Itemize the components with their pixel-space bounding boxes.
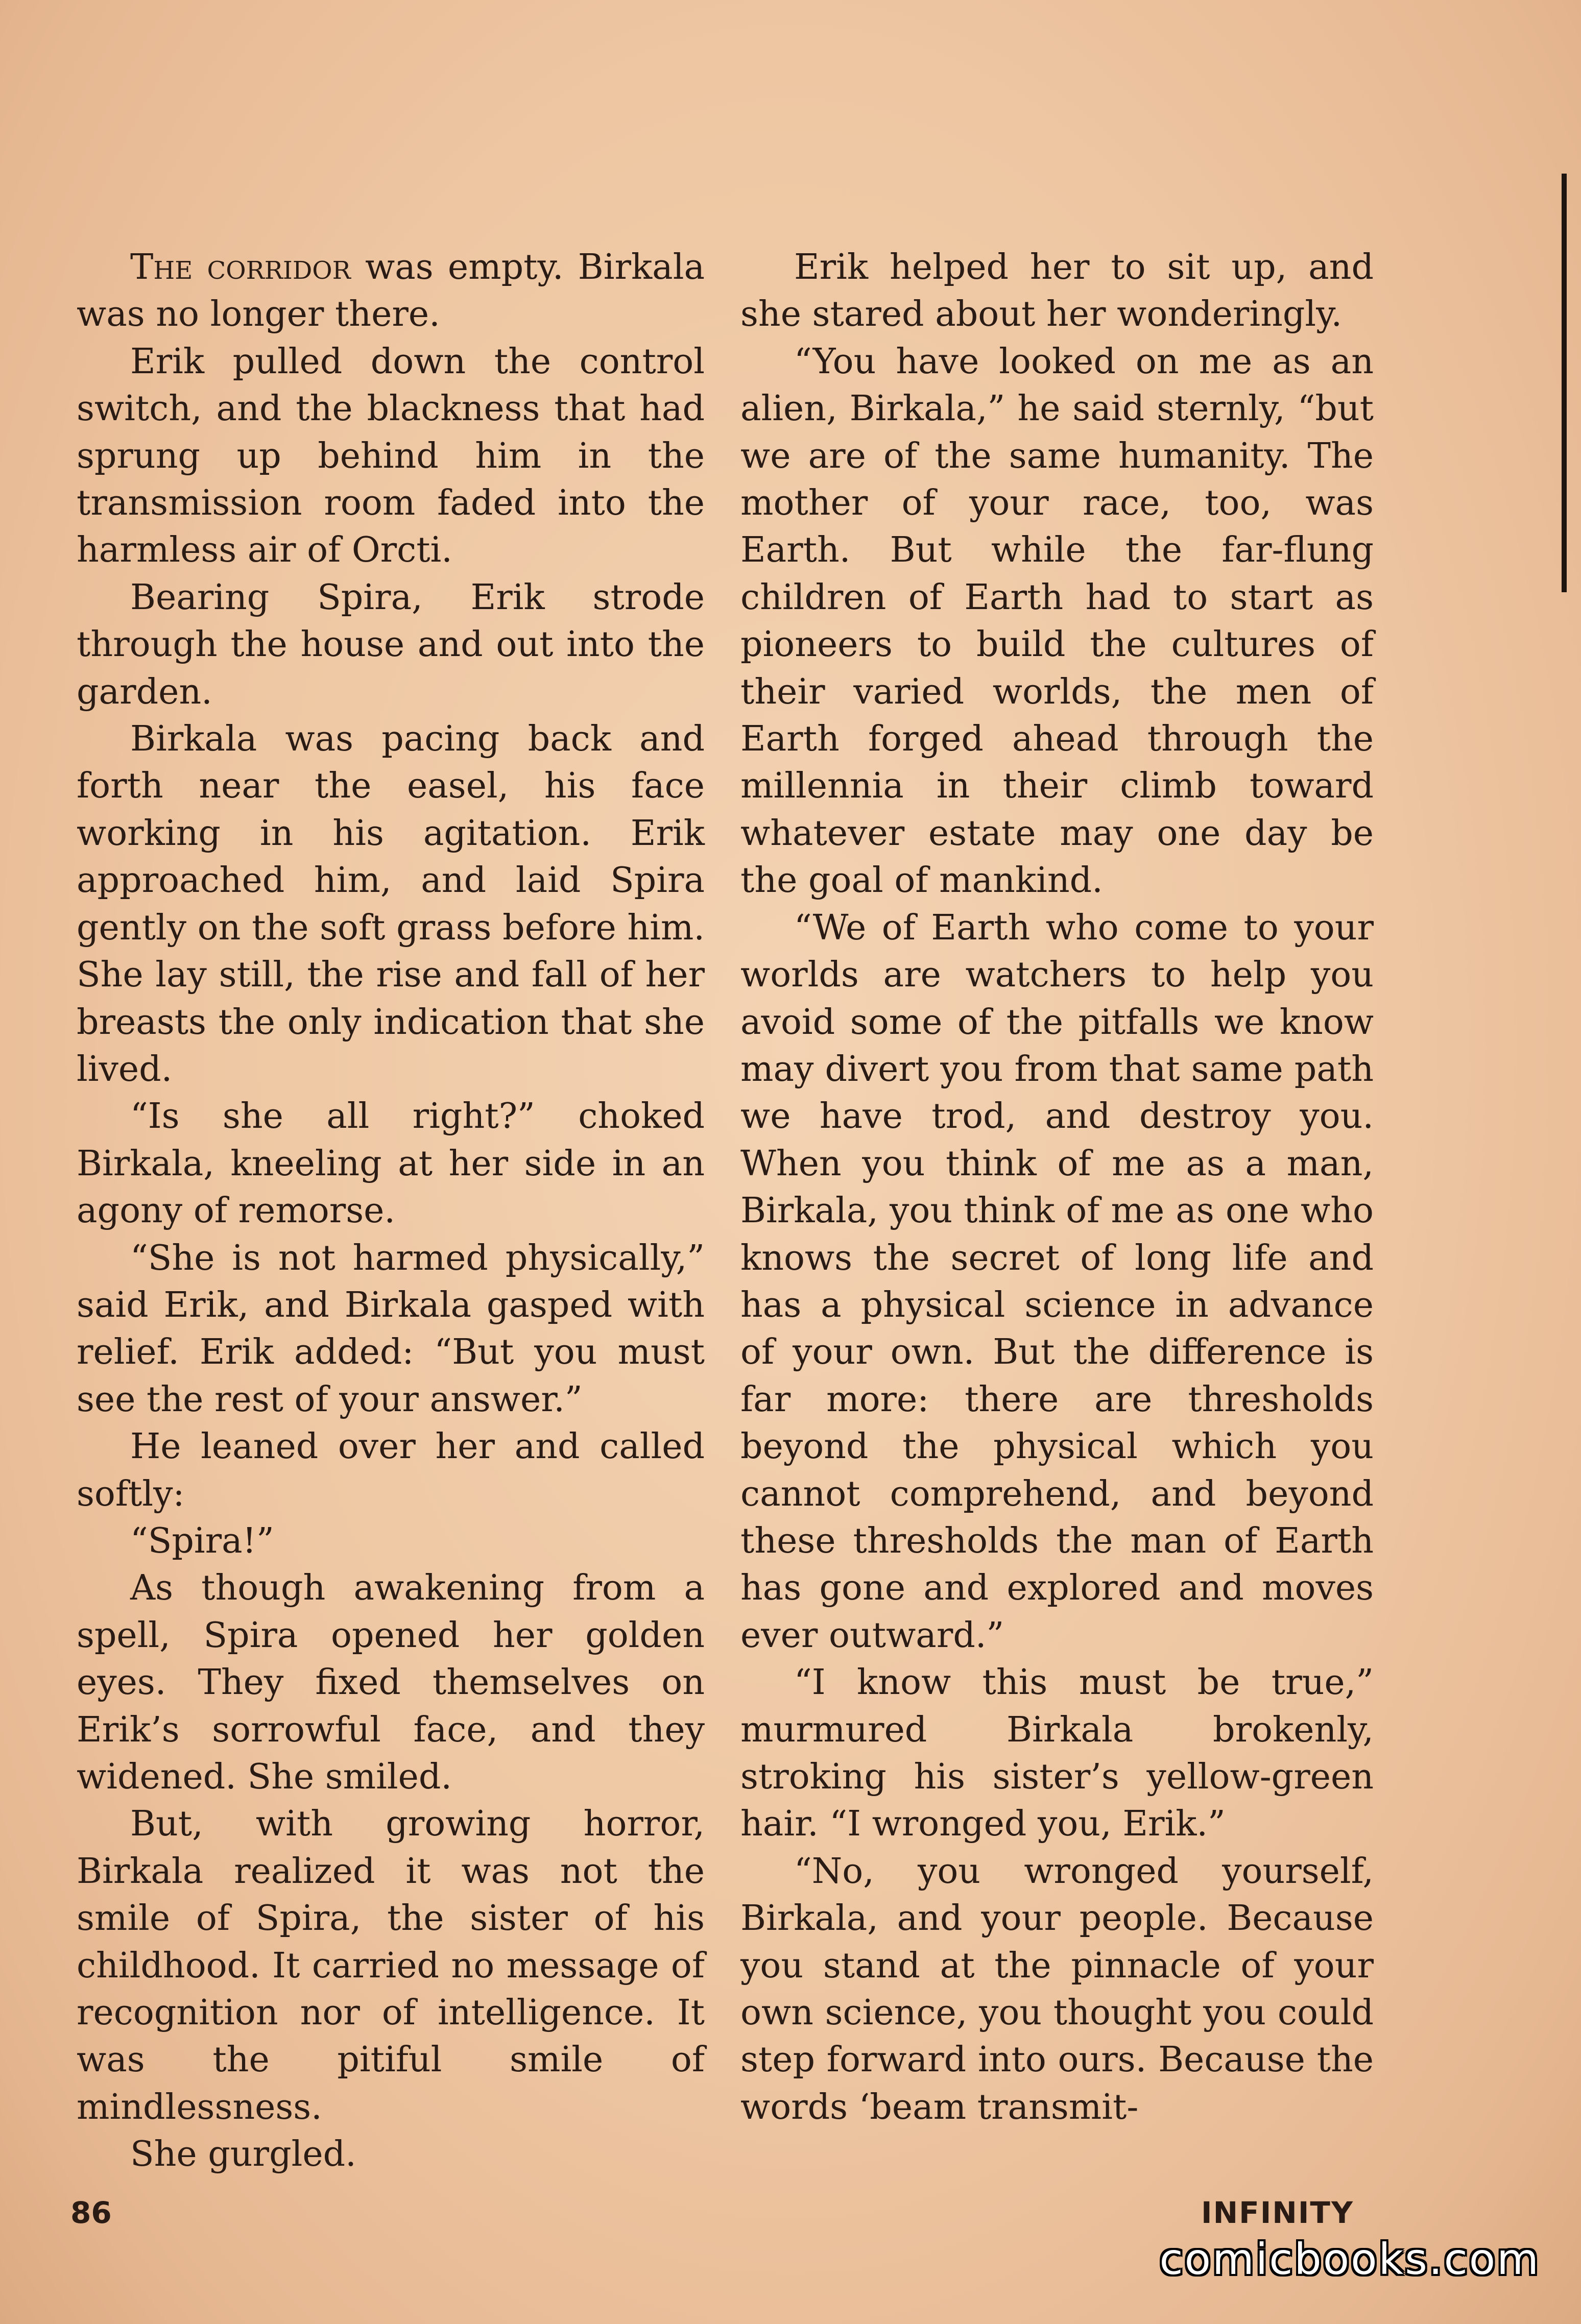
paragraph: “Spira!” [130, 1520, 274, 1561]
lead-small-caps: The corridor [130, 247, 351, 287]
binding-edge-mark [1562, 174, 1567, 592]
watermark: comicbooks.com [1159, 2234, 1540, 2284]
paragraph: Erik pulled down the control switch, and the blackness that had sprung up behind him in the transmission room faded into the harmless air of Orcti. [77, 341, 705, 571]
paragraph: “Is she all right?” choked Birkala, kneeling at her side in an agony of remorse. [77, 1096, 705, 1231]
paragraph: “I know this must be true,” murmured Birkala brokenly, stroking his sister’s yellow-green hair. “I wronged you, Erik.” [740, 1662, 1374, 1845]
paragraph: The corridor was empty. Birkala was no longer there. [77, 247, 705, 335]
paragraph: “You have looked on me as an alien, Birkala,” he said sternly, “but we are of the same humanity. The mother of your race, too, was Earth. But while the far-flung children of Earth had to start as pioneers to build the cultures of their varied worlds, the men of Earth forged ahead through the millennia in their climb toward whatever estate may one day be the goal of mankind. [740, 341, 1374, 901]
paragraph: “No, you wronged yourself, Birkala, and your people. Because you stand at the pinnacle of your own science, you thought you could step forward into ours. Because the words ‘beam transmit- [740, 1851, 1374, 2127]
paragraph: “She is not harmed physically,” said Erik, and Birkala gasped with relief. Erik added: “But you must see the rest of your answer.” [77, 1238, 705, 1420]
left-text-column [77, 244, 705, 2178]
paragraph: But, with growing horror, Birkala realized it was not the smile of Spira, the sister of his childhood. It carried no message of recognition nor of intelligence. It was the pitiful smile of mindlessness. [77, 1804, 705, 2127]
paragraph: Erik helped her to sit up, and she stared about her wonderingly. [740, 247, 1374, 335]
page-number: 86 [70, 2195, 112, 2230]
magazine-title: INFINITY [1201, 2195, 1354, 2230]
paragraph: He leaned over her and called softly: [77, 1426, 705, 1514]
paragraph: She gurgled. [130, 2134, 356, 2175]
paragraph: Birkala was pacing back and forth near the easel, his face working in his agitation. Erik approached him, and laid Spira gently on the soft grass before him. She lay still, the rise and fall of her breasts the only indication that she lived. [77, 719, 705, 1090]
paragraph: Bearing Spira, Erik strode through the house and out into the garden. [77, 577, 705, 712]
paragraph: “We of Earth who come to your worlds are watchers to help you avoid some of the pitfalls we know may divert you from that same path we have trod, and destroy you. When you think of me as a man, Birkala, you think of me as one who knows the secret of long life and has a physical science in advance of your own. But the difference is far more: there are thresholds beyond the physical which you cannot comprehend, and beyond these thresholds the man of Earth has gone and explored and moves ever outward.” [740, 907, 1374, 1656]
right-text-column [740, 244, 1374, 2131]
paragraph: As though awakening from a spell, Spira opened her golden eyes. They fixed themselves on Erik’s sorrowful face, and they widened. She smiled. [77, 1568, 705, 1797]
